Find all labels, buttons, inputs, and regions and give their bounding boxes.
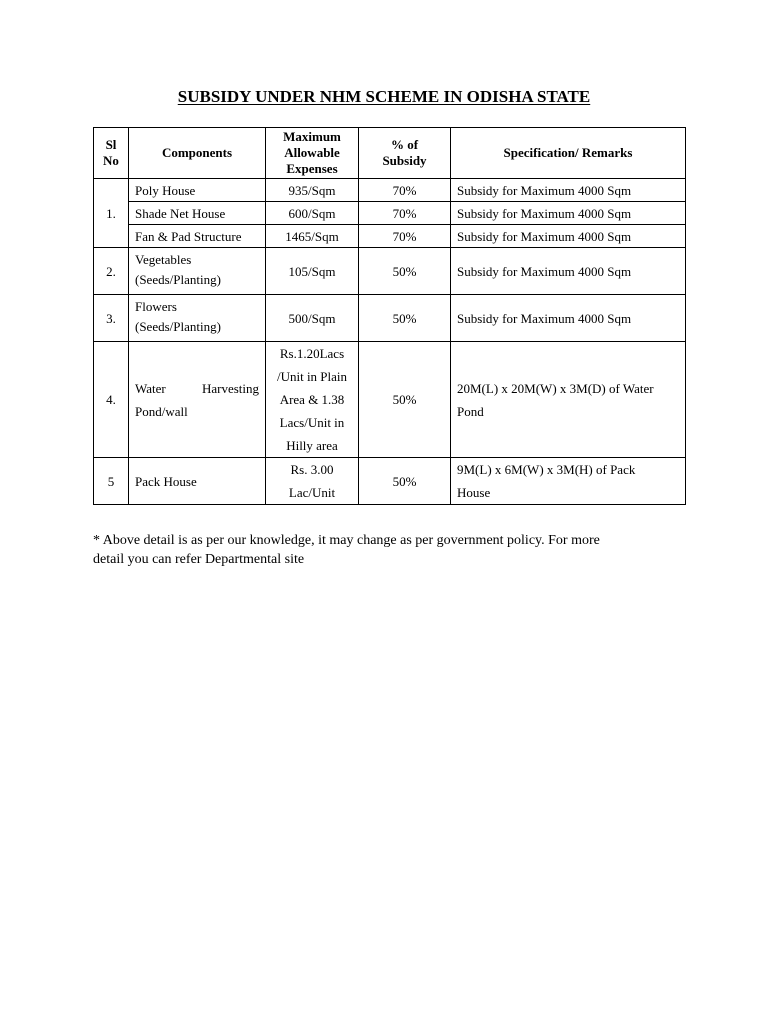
header-max-line1: Maximum (283, 129, 341, 144)
header-specification: Specification/ Remarks (451, 128, 686, 179)
cell-max-expense: 1465/Sqm (266, 225, 359, 248)
header-no-text: No (103, 153, 119, 168)
table-row (94, 458, 686, 505)
max-line: Hilly area (286, 438, 338, 453)
cell-spec: Subsidy for Maximum 4000 Sqm (451, 179, 686, 202)
header-max-expenses (266, 128, 359, 179)
header-max-line2: Allowable (284, 145, 340, 160)
spec-line: Pond (457, 403, 484, 419)
cell-percent: 50% (359, 248, 451, 295)
footnote-line: detail you can refer Departmental site (93, 552, 305, 567)
component-line: Vegetables (135, 252, 192, 267)
table-row (94, 179, 686, 202)
cell-sl: 3. (94, 295, 129, 342)
cell-max-expense: 105/Sqm (266, 248, 359, 295)
max-line: /Unit in Plain (276, 369, 348, 384)
cell-component (129, 248, 266, 295)
spec-line: 9M(L) x 6M(W) x 3M(H) of Pack (457, 462, 636, 477)
table-row (94, 295, 686, 342)
max-line: Rs.1.20Lacs (279, 346, 345, 361)
cell-max-expense: 500/Sqm (266, 295, 359, 342)
table-row (94, 202, 686, 225)
max-line: Lacs/Unit in (279, 415, 345, 430)
subsidy-table (93, 127, 686, 505)
component-line: Flowers (135, 299, 177, 314)
cell-spec: Subsidy for Maximum 4000 Sqm (451, 225, 686, 248)
cell-percent: 50% (359, 295, 451, 342)
cell-spec: Subsidy for Maximum 4000 Sqm (451, 202, 686, 225)
header-percent-subsidy (359, 128, 451, 179)
header-components: Components (129, 128, 266, 179)
table-row (94, 342, 686, 458)
cell-component: Fan & Pad Structure (129, 225, 266, 248)
max-line: Lac/Unit (288, 485, 336, 500)
cell-component: Pack House (129, 458, 266, 505)
cell-component: Poly House (129, 179, 266, 202)
component-line: (Seeds/Planting) (135, 319, 221, 334)
spec-line: 20M(L) x 20M(W) x 3M(D) of Water (457, 380, 654, 396)
header-max-line3: Expenses (286, 161, 338, 176)
header-pct-line2: Subsidy (382, 153, 427, 168)
table-header-row (94, 128, 686, 179)
footnote (93, 531, 683, 569)
table-row (94, 248, 686, 295)
cell-spec: Subsidy for Maximum 4000 Sqm (451, 295, 686, 342)
page-title: SUBSIDY UNDER NHM SCHEME IN ODISHA STATE (177, 87, 591, 106)
component-line: Water Harvesting (135, 380, 259, 396)
component-line: Pond/wall (135, 403, 188, 419)
cell-max-expense (266, 458, 359, 505)
cell-max-expense (266, 342, 359, 458)
cell-max-expense: 600/Sqm (266, 202, 359, 225)
cell-percent: 50% (359, 458, 451, 505)
cell-percent: 70% (359, 225, 451, 248)
spec-line: House (457, 485, 491, 500)
cell-spec: Subsidy for Maximum 4000 Sqm (451, 248, 686, 295)
cell-max-expense: 935/Sqm (266, 179, 359, 202)
cell-sl: 2. (94, 248, 129, 295)
component-line: (Seeds/Planting) (135, 272, 221, 287)
cell-sl: 5 (94, 458, 129, 505)
cell-sl: 4. (94, 342, 129, 458)
table-row (94, 225, 686, 248)
cell-percent: 70% (359, 179, 451, 202)
cell-percent: 50% (359, 342, 451, 458)
cell-spec (451, 458, 686, 505)
header-sl-text: Sl (105, 137, 117, 152)
cell-spec (451, 342, 686, 458)
cell-component (129, 342, 266, 458)
footnote-line: * Above detail is as per our knowledge, it may change as per government policy. For more (93, 533, 600, 548)
max-line: Rs. 3.00 (290, 462, 334, 477)
max-line: Area & 1.38 (279, 392, 345, 407)
cell-component (129, 295, 266, 342)
header-pct-line1: % of (390, 137, 419, 152)
cell-component: Shade Net House (129, 202, 266, 225)
cell-sl: 1. (94, 179, 129, 248)
header-sl-no (94, 128, 129, 179)
cell-percent: 70% (359, 202, 451, 225)
